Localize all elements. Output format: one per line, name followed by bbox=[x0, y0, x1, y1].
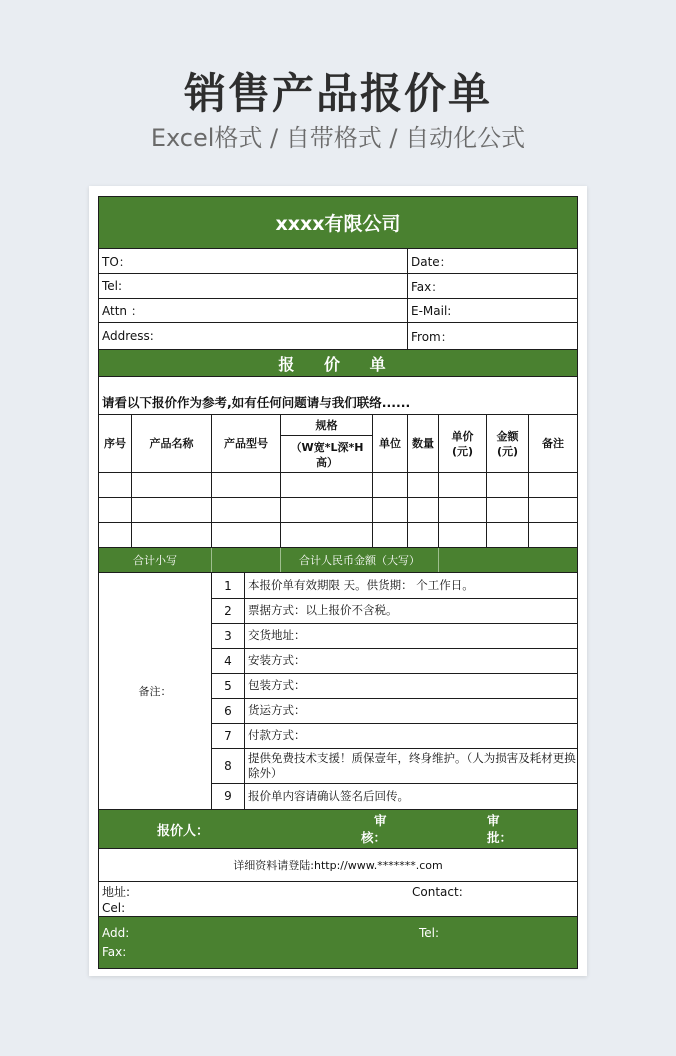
table-cell[interactable] bbox=[372, 498, 407, 522]
review-label-line2: 核： bbox=[361, 830, 387, 845]
website-text[interactable]: 详细资料请登陆:http://www.*******.com bbox=[233, 859, 443, 872]
terms-list bbox=[211, 573, 577, 809]
term-text[interactable]: 提供免费技术支援！质保壹年，终身维护。（人为损害及耗材更换除外） bbox=[244, 748, 577, 783]
remarks-label: 备注： bbox=[138, 685, 172, 698]
footer-cel-label: Cel: bbox=[102, 901, 126, 915]
header-product-name: 产品名称 bbox=[131, 415, 211, 472]
list-item bbox=[212, 783, 577, 809]
table-row bbox=[99, 498, 577, 523]
quotation-sheet bbox=[89, 186, 587, 976]
table-cell[interactable] bbox=[407, 473, 438, 497]
to-label[interactable]: TO： bbox=[102, 254, 131, 269]
list-item bbox=[212, 648, 577, 674]
table-cell[interactable] bbox=[131, 523, 211, 547]
info-row-attn bbox=[99, 299, 577, 323]
table-cell[interactable] bbox=[211, 523, 280, 547]
header-unit-price: 单价(元) bbox=[438, 415, 486, 472]
term-text[interactable]: 交货地址： bbox=[244, 623, 577, 648]
list-item bbox=[212, 573, 577, 599]
table-cell[interactable] bbox=[407, 523, 438, 547]
term-number: 4 bbox=[224, 653, 232, 668]
term-text[interactable]: 货运方式： bbox=[244, 698, 577, 723]
table-cell[interactable] bbox=[99, 498, 131, 522]
quoter-label: 报价人： bbox=[157, 823, 210, 839]
term-text[interactable]: 包装方式： bbox=[244, 673, 577, 698]
approve-label-line2: 批： bbox=[487, 830, 513, 845]
remarks-block bbox=[99, 573, 577, 810]
email-label[interactable]: E-Mail: bbox=[407, 299, 577, 322]
header-qty: 数量 bbox=[407, 415, 438, 472]
signoff-row bbox=[99, 810, 577, 849]
table-cell[interactable] bbox=[280, 523, 372, 547]
header-spec bbox=[280, 415, 372, 472]
subtotal-label: 合计小写 bbox=[133, 554, 177, 567]
website-row bbox=[99, 849, 577, 882]
footer-fax-label: Fax: bbox=[102, 945, 127, 959]
header-unit: 单位 bbox=[372, 415, 407, 472]
list-item bbox=[212, 698, 577, 724]
contact-row bbox=[99, 882, 577, 917]
totals-row bbox=[99, 548, 577, 573]
hero-title: 销售产品报价单 bbox=[183, 69, 492, 118]
quote-title: 报 价 单 bbox=[278, 354, 398, 374]
term-text[interactable]: 付款方式： bbox=[244, 723, 577, 748]
table-cell[interactable] bbox=[131, 473, 211, 497]
header-remark: 备注 bbox=[528, 415, 577, 472]
table-cell[interactable] bbox=[131, 498, 211, 522]
term-text[interactable]: 本报价单有效期限 天。供货期： 个工作日。 bbox=[244, 573, 577, 598]
table-cell[interactable] bbox=[438, 523, 486, 547]
table-cell[interactable] bbox=[528, 523, 577, 547]
table-cell[interactable] bbox=[486, 523, 528, 547]
term-text[interactable]: 票据方式：以上报价不含税。 bbox=[244, 598, 577, 623]
table-cell[interactable] bbox=[438, 473, 486, 497]
quote-title-bar bbox=[99, 350, 577, 377]
term-text[interactable]: 报价单内容请确认签名后回传。 bbox=[244, 783, 577, 809]
table-cell[interactable] bbox=[528, 473, 577, 497]
from-label[interactable]: From： bbox=[407, 323, 577, 349]
term-number: 7 bbox=[224, 728, 232, 743]
list-item bbox=[212, 623, 577, 649]
table-cell[interactable] bbox=[99, 473, 131, 497]
table-cell[interactable] bbox=[438, 498, 486, 522]
hero-subtitle: Excel格式 / 自带格式 / 自动化公式 bbox=[150, 124, 526, 152]
term-number: 9 bbox=[224, 789, 232, 803]
table-row bbox=[99, 523, 577, 548]
intro-text: 请看以下报价作为参考,如有任何问题请与我们联络...... bbox=[102, 395, 411, 410]
table-cell[interactable] bbox=[407, 498, 438, 522]
term-text[interactable]: 安装方式： bbox=[244, 648, 577, 673]
header-spec-label: 规格 bbox=[281, 415, 372, 436]
fax-label[interactable]: Fax： bbox=[407, 274, 577, 298]
header-product-model: 产品型号 bbox=[211, 415, 280, 472]
approve-label-line1: 审 bbox=[487, 813, 500, 828]
attn-label[interactable]: Attn ： bbox=[102, 304, 143, 318]
table-cell[interactable] bbox=[486, 473, 528, 497]
date-label[interactable]: Date： bbox=[407, 249, 577, 273]
term-number: 2 bbox=[224, 603, 232, 618]
table-cell[interactable] bbox=[486, 498, 528, 522]
list-item bbox=[212, 673, 577, 699]
subtotal-value[interactable] bbox=[211, 548, 280, 572]
footer-add-label: Add: bbox=[102, 926, 130, 940]
header-amount: 金额(元) bbox=[486, 415, 528, 472]
company-header bbox=[99, 197, 577, 249]
footer-address-label: 地址: bbox=[102, 885, 131, 899]
approve-label bbox=[487, 812, 527, 848]
address-label[interactable]: Address: bbox=[102, 329, 154, 343]
header-seq: 序号 bbox=[104, 437, 126, 450]
table-cell[interactable] bbox=[99, 523, 131, 547]
table-cell[interactable] bbox=[211, 498, 280, 522]
info-row-tel bbox=[99, 274, 577, 299]
review-label-line1: 审 bbox=[374, 813, 387, 828]
term-number: 3 bbox=[224, 628, 232, 643]
info-row-address bbox=[99, 323, 577, 350]
table-cell[interactable] bbox=[280, 473, 372, 497]
table-cell[interactable] bbox=[372, 473, 407, 497]
quotation-form bbox=[98, 196, 578, 969]
footer-tel-label: Tel: bbox=[419, 926, 440, 940]
review-label bbox=[361, 812, 401, 848]
list-item bbox=[212, 598, 577, 624]
tel-label[interactable]: Tel: bbox=[102, 279, 123, 293]
term-number: 6 bbox=[224, 703, 232, 718]
list-item bbox=[212, 723, 577, 749]
table-row bbox=[99, 473, 577, 498]
table-header-row bbox=[99, 414, 577, 473]
footer-bar bbox=[99, 917, 577, 968]
header-spec-detail: （W宽*L深*H高） bbox=[290, 440, 364, 469]
table-cell[interactable] bbox=[372, 523, 407, 547]
term-number: 8 bbox=[224, 758, 232, 773]
table-cell[interactable] bbox=[528, 498, 577, 522]
rmb-total-label: 合计人民币金额（大写） bbox=[280, 548, 438, 572]
term-number: 5 bbox=[224, 678, 232, 693]
term-number: 1 bbox=[224, 578, 232, 593]
rmb-total-value[interactable] bbox=[438, 548, 577, 572]
table-cell[interactable] bbox=[280, 498, 372, 522]
intro-row bbox=[99, 377, 577, 414]
footer-contact-label: Contact: bbox=[412, 885, 463, 899]
company-name: xxxx有限公司 bbox=[275, 213, 401, 235]
table-cell[interactable] bbox=[211, 473, 280, 497]
list-item bbox=[212, 748, 577, 784]
info-row-to bbox=[99, 249, 577, 274]
